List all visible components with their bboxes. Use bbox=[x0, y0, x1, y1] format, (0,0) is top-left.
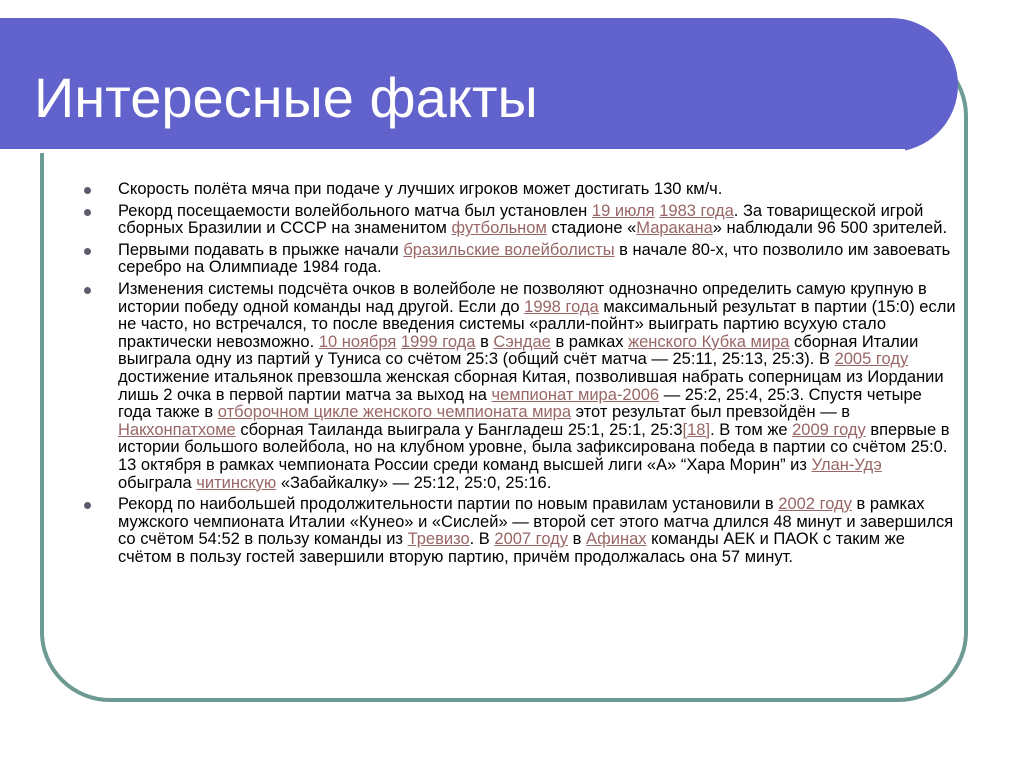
wiki-link[interactable]: женского Кубка мира bbox=[628, 332, 790, 351]
bullet-item bbox=[76, 242, 956, 277]
bullet-text: сборная Италии выиграла одну из партий у Туниса со счётом 25:3 (общий счёт матча — 25:11, 25:13, 25:3). В bbox=[118, 332, 919, 369]
wiki-link[interactable]: 10 ноября bbox=[318, 332, 397, 351]
bullet-item bbox=[76, 281, 956, 492]
wiki-link[interactable]: 2009 году bbox=[792, 420, 866, 439]
bullet-text: в bbox=[475, 332, 494, 351]
bullet-text: стадионе « bbox=[546, 219, 637, 238]
wiki-link[interactable]: отборочном цикле женского чемпионата мира bbox=[217, 403, 572, 422]
bullet-text: в рамках мужского чемпионата Италии «Кунео» и «Сислей» — второй сет этого матча длился 48 минут и завершился со счётом 54:52 в пользу команды из bbox=[118, 495, 954, 549]
bullet-text: . За товарищеской игрой сборных Бразилии и СССР на знаменитом bbox=[118, 201, 924, 238]
bullet-text: максимальный результат в партии (15:0) если не часто, но встречался, то после введения системы «ралли-пойнт» выиграть партию всухую стало практически невозможно. bbox=[118, 297, 956, 351]
bullet-text: «Забайкалку» — 25:12, 25:0, 25:16. bbox=[276, 473, 552, 492]
bullet-text: в рамках bbox=[550, 332, 629, 351]
bullet-text: Рекорд по наибольшей продолжительности партии по новым правилам установили в bbox=[118, 495, 779, 514]
bullet-text: достижение итальянок превзошла женская сборная Китая, позволившая набрать соперницам из Иордании лишь 2 очка в первой партии матча за выход на bbox=[118, 367, 944, 404]
bullet-dot-icon bbox=[84, 287, 91, 294]
bullet-text: сборная Таиланда выиграла у Бангладеш 25:1, 25:1, 25:3 bbox=[235, 420, 683, 439]
bullet-text: » наблюдали 96 500 зрителей. bbox=[712, 219, 948, 238]
slide-title: Интересные факты bbox=[34, 66, 538, 129]
wiki-link[interactable]: 1999 года bbox=[400, 332, 476, 351]
bullet-text: — 25:2, 25:4, 25:3. Спустя четыре года также в bbox=[118, 385, 922, 422]
wiki-link[interactable]: читинскую bbox=[196, 473, 277, 492]
bullet-item bbox=[76, 203, 956, 238]
bullet-text: . В bbox=[469, 530, 495, 549]
bullet-text: в начале 80-х, что позволило им завоевать серебро на Олимпиаде 1984 года. bbox=[118, 240, 951, 277]
wiki-link[interactable]: Сэндае bbox=[493, 332, 551, 351]
title-bar bbox=[0, 18, 958, 152]
wiki-link[interactable]: 1983 года bbox=[659, 201, 734, 220]
wiki-link[interactable]: 2002 году bbox=[778, 495, 852, 514]
bullet-text: команды АЕК и ПАОК с таким же счётом в пользу гостей завершили вторую партию, причём продолжалась она 57 минут. bbox=[118, 530, 905, 566]
bullet-dot-icon bbox=[84, 502, 91, 509]
bullet-dot-icon bbox=[84, 187, 91, 194]
wiki-link[interactable]: Накхонпатхоме bbox=[118, 420, 236, 439]
wiki-link[interactable]: Маракана bbox=[636, 219, 713, 238]
bullet-text: . В том же bbox=[710, 420, 793, 439]
bullet-text: Первыми подавать в прыжке начали bbox=[118, 240, 404, 259]
bullet-text: Скорость полёта мяча при подаче у лучших игроков может достигать 130 км/ч. bbox=[118, 180, 723, 198]
wiki-link[interactable]: Афинах bbox=[585, 530, 647, 549]
wiki-link[interactable]: чемпионат мира-2006 bbox=[491, 385, 660, 404]
bullet-text: этот результат был превзойдён — в bbox=[571, 403, 851, 422]
wiki-link[interactable]: 2005 году bbox=[834, 350, 909, 369]
bullet-item bbox=[76, 181, 956, 199]
title-underline bbox=[0, 149, 905, 153]
wiki-link[interactable]: 19 июля bbox=[591, 201, 655, 220]
bullet-text: обыграла bbox=[118, 473, 197, 492]
wiki-link[interactable]: Тревизо bbox=[407, 530, 470, 549]
wiki-link[interactable]: бразильские волейболисты bbox=[403, 240, 615, 259]
wiki-link[interactable]: футбольном bbox=[451, 219, 547, 238]
bullet-text: в bbox=[568, 530, 586, 549]
bullet-dot-icon bbox=[84, 209, 91, 216]
wiki-link[interactable]: [18] bbox=[682, 420, 711, 439]
bullet-dot-icon bbox=[84, 248, 91, 255]
bullet-text: Рекорд посещаемости волейбольного матча был установлен bbox=[118, 201, 592, 220]
bullet-item bbox=[76, 496, 956, 566]
wiki-link[interactable]: Улан-Удэ bbox=[811, 455, 882, 474]
bullet-list bbox=[76, 181, 956, 570]
bullet-text: Изменения системы подсчёта очков в волейболе не позволяют однозначно определить самую крупную в истории победу одной команды над другой. Если до bbox=[118, 279, 927, 316]
wiki-link[interactable]: 2007 году bbox=[494, 530, 569, 549]
bullet-text: впервые в истории большого волейбола, но на клубном уровне, была зафиксирована победа в партии со счётом 25:0. 13 октября в рамках чемпионата России среди команд высшей лиги «А» “Хара Морин” из bbox=[118, 420, 950, 474]
wiki-link[interactable]: 1998 года bbox=[524, 297, 599, 316]
